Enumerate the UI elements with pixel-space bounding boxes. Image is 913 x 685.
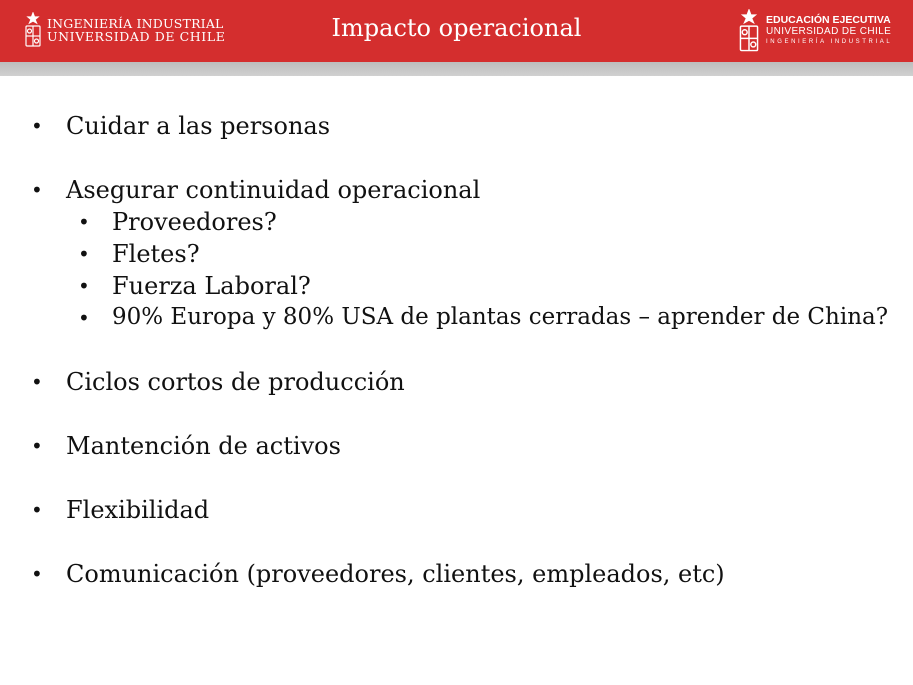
sub-list-item: Proveedores?	[112, 208, 277, 236]
bullet-icon: •	[31, 178, 43, 202]
logo-right-line3: INGENIERÍA INDUSTRIAL	[766, 38, 893, 45]
list-item: Mantención de activos	[66, 432, 341, 460]
logo-left-line1: INGENIERÍA INDUSTRIAL	[47, 16, 224, 31]
list-item: Cuidar a las personas	[66, 112, 331, 140]
slide-header	[0, 0, 913, 62]
list-item: Ciclos cortos de producción	[66, 368, 405, 396]
sub-list-item: Fuerza Laboral?	[112, 272, 311, 300]
page-title: Impacto operacional	[331, 14, 582, 42]
bullet-icon: •	[31, 434, 43, 458]
list-item: Flexibilidad	[66, 496, 210, 524]
bullet-icon: •	[78, 306, 90, 330]
bullet-icon: •	[31, 114, 43, 138]
header-shadow	[0, 62, 913, 76]
bullet-icon: •	[31, 498, 43, 522]
list-item: Asegurar continuidad operacional	[66, 176, 481, 204]
bullet-icon: •	[78, 242, 90, 266]
bullet-icon: •	[31, 370, 43, 394]
bullet-icon: •	[31, 562, 43, 586]
university-crest-icon	[738, 9, 760, 53]
logo-right-line1: EDUCACIÓN EJECUTIVA	[766, 13, 891, 26]
sub-list-item: Fletes?	[112, 240, 200, 268]
logo-left-line2: UNIVERSIDAD DE CHILE	[47, 29, 226, 44]
bullet-icon: •	[78, 274, 90, 298]
bullet-icon: •	[78, 210, 90, 234]
sub-list-item: 90% Europa y 80% USA de plantas cerradas – aprender de China?	[112, 304, 889, 330]
list-item: Comunicación (proveedores, clientes, empleados, etc)	[66, 560, 725, 588]
educacion-ejecutiva-logo	[738, 8, 892, 54]
logo-right-line2: UNIVERSIDAD DE CHILE	[766, 25, 892, 37]
